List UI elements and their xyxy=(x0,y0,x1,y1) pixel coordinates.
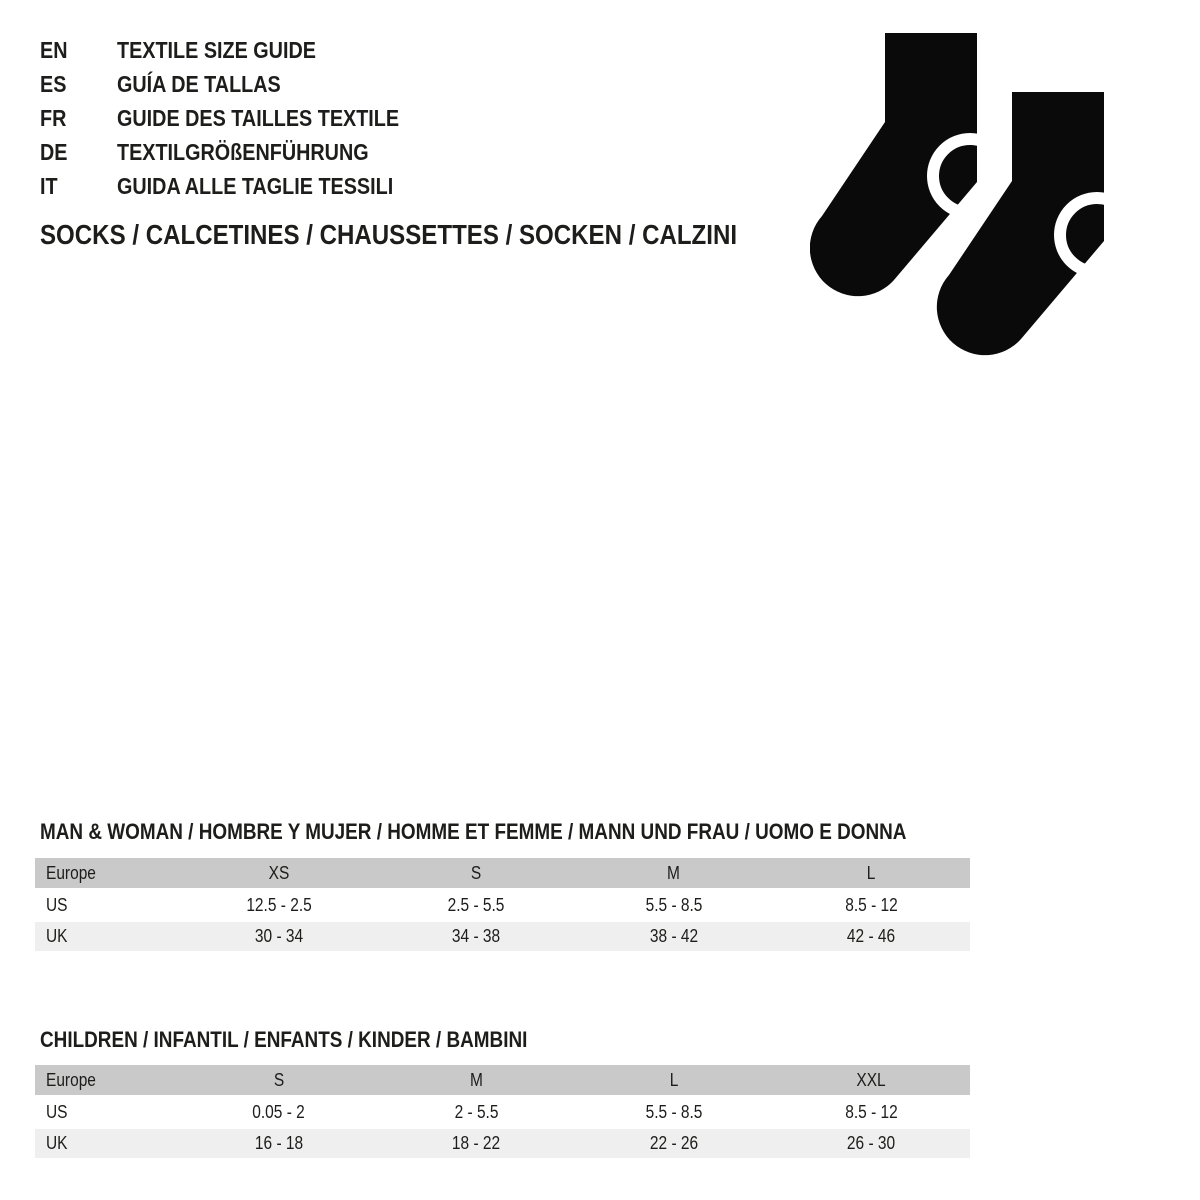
header-cell-size: L xyxy=(866,862,876,883)
size-value: 42 - 46 xyxy=(847,926,896,946)
header-cell-region: Europe xyxy=(46,862,96,883)
size-value: 30 - 34 xyxy=(254,926,303,946)
size-table-man-woman xyxy=(35,858,970,953)
socks-icon xyxy=(810,30,1115,360)
header-cell-size: XXL xyxy=(856,1069,886,1090)
table-title-man-woman: MAN & WOMAN / HOMBRE Y MUJER / HOMME ET FEMME / MANN UND FRAU / UOMO E DONNA xyxy=(40,819,907,844)
size-value: 5.5 - 8.5 xyxy=(645,895,703,915)
language-row-fr xyxy=(40,101,445,135)
size-value: 2.5 - 5.5 xyxy=(447,895,505,915)
size-value: 5.5 - 8.5 xyxy=(645,1102,703,1122)
row-label: UK xyxy=(46,926,68,946)
language-title-list xyxy=(40,33,445,203)
language-code: EN xyxy=(40,36,68,63)
language-label: TEXTILE SIZE GUIDE xyxy=(117,36,316,63)
language-row-it xyxy=(40,169,445,203)
language-row-de xyxy=(40,135,445,169)
language-code: FR xyxy=(40,104,67,131)
language-code: IT xyxy=(40,172,58,199)
table-row-us xyxy=(35,891,970,920)
table-row-us xyxy=(35,1098,970,1127)
size-value: 8.5 - 12 xyxy=(844,895,898,915)
header-cell-size: L xyxy=(669,1069,679,1090)
language-row-en xyxy=(40,33,445,67)
language-label: GUIDA ALLE TAGLIE TESSILI xyxy=(117,172,394,199)
language-row-es xyxy=(40,67,445,101)
size-value: 2 - 5.5 xyxy=(454,1102,499,1122)
size-value: 38 - 42 xyxy=(649,926,698,946)
language-label: GUÍA DE TALLAS xyxy=(117,70,281,97)
size-value: 0.05 - 2 xyxy=(252,1102,305,1122)
header-cell-size: S xyxy=(273,1069,284,1090)
size-value: 8.5 - 12 xyxy=(844,1102,898,1122)
language-label: TEXTILGRÖßENFÜHRUNG xyxy=(117,138,369,165)
category-line: SOCKS / CALCETINES / CHAUSSETTES / SOCKEN / CALZINI xyxy=(40,219,738,250)
table-header-row xyxy=(35,858,970,888)
size-value: 18 - 22 xyxy=(452,1133,501,1153)
size-value: 12.5 - 2.5 xyxy=(246,895,312,915)
header-cell-size: M xyxy=(667,862,681,883)
size-value: 26 - 30 xyxy=(847,1133,896,1153)
size-value: 16 - 18 xyxy=(254,1133,303,1153)
size-value: 34 - 38 xyxy=(452,926,501,946)
table-title-children: CHILDREN / INFANTIL / ENFANTS / KINDER / BAMBINI xyxy=(40,1027,528,1052)
size-value: 22 - 26 xyxy=(649,1133,698,1153)
table-header-row xyxy=(35,1065,970,1095)
header-cell-size: S xyxy=(471,862,482,883)
header-cell-size: XS xyxy=(268,862,290,883)
table-row-uk xyxy=(35,1129,970,1158)
header-cell-size: M xyxy=(469,1069,483,1090)
language-code: ES xyxy=(40,70,67,97)
row-label: US xyxy=(46,895,68,915)
table-row-uk xyxy=(35,922,970,951)
header-cell-region: Europe xyxy=(46,1069,96,1090)
language-code: DE xyxy=(40,138,68,165)
row-label: US xyxy=(46,1102,68,1122)
row-label: UK xyxy=(46,1133,68,1153)
language-label: GUIDE DES TAILLES TEXTILE xyxy=(117,104,400,131)
size-table-children xyxy=(35,1065,970,1160)
